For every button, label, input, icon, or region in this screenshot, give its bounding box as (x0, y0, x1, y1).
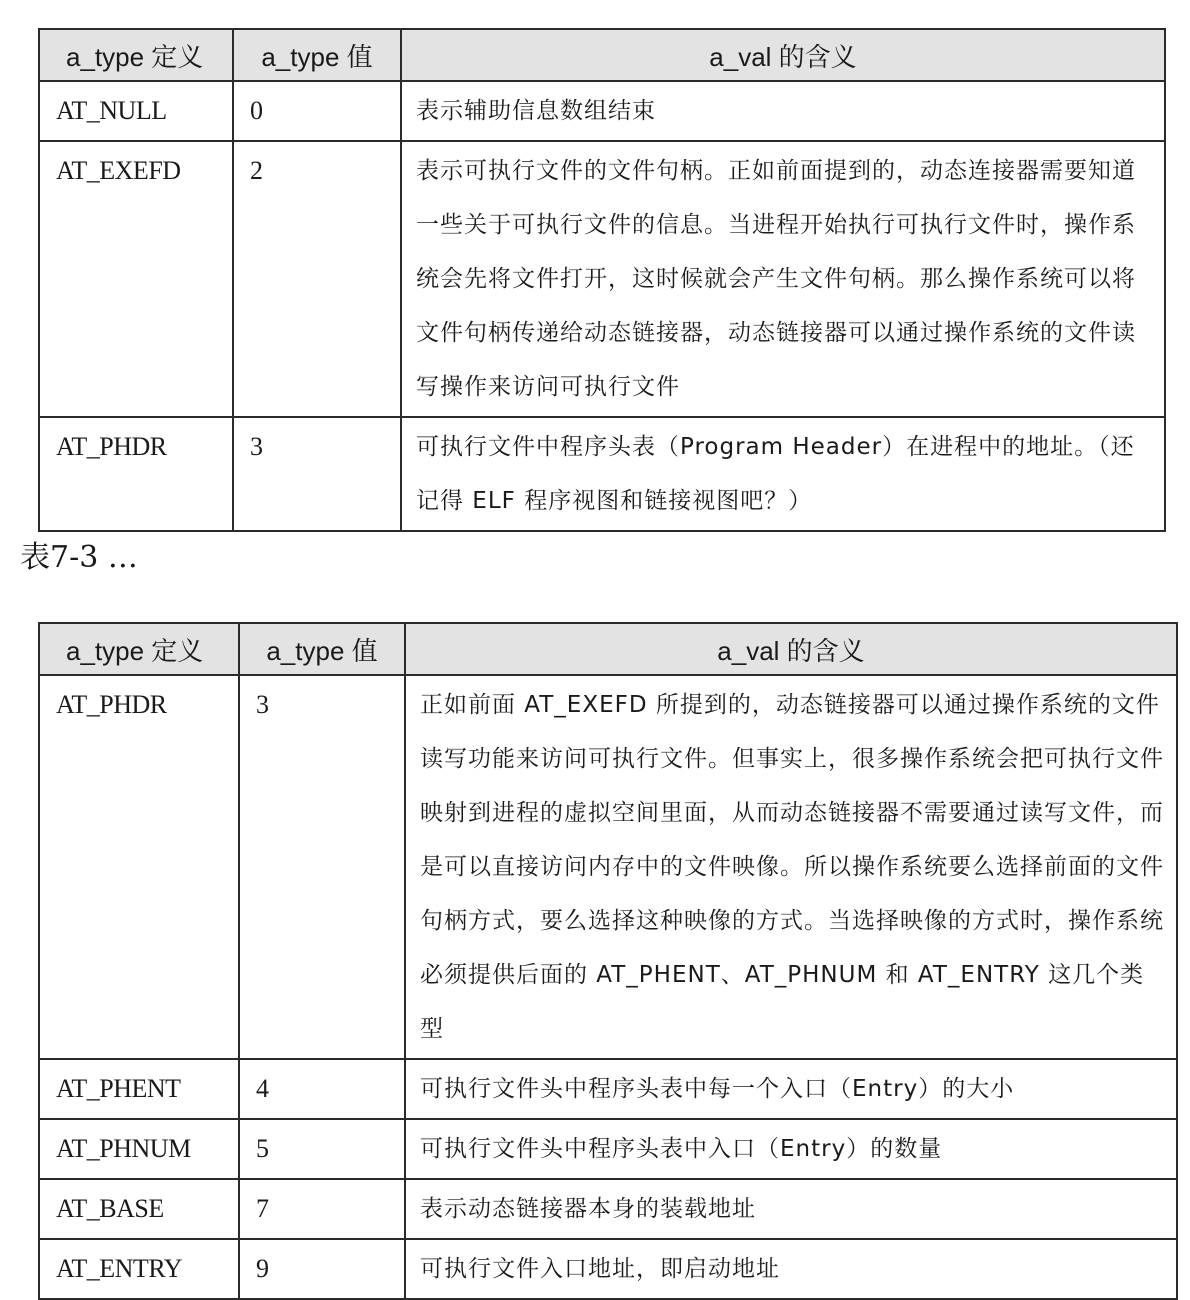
type-description: 可执行文件头中程序头表中入口（Entry）的数量 (405, 1119, 1177, 1179)
header-val-meaning: a_val 的含义 (401, 29, 1165, 81)
auxv-table-1 (38, 28, 1166, 532)
type-value: 9 (239, 1239, 405, 1299)
type-description: 可执行文件中程序头表（Program Header）在进程中的地址。（还记得 ELF 程序视图和链接视图吧？） (401, 417, 1165, 531)
type-value: 2 (233, 141, 401, 417)
table-row (39, 1179, 1177, 1239)
type-value: 7 (239, 1179, 405, 1239)
type-value: 5 (239, 1119, 405, 1179)
type-name: AT_PHENT (39, 1059, 239, 1119)
type-name: AT_EXEFD (39, 141, 233, 417)
table-row (39, 81, 1165, 141)
table-row (39, 141, 1165, 417)
type-name: AT_ENTRY (39, 1239, 239, 1299)
type-name: AT_BASE (39, 1179, 239, 1239)
type-value: 4 (239, 1059, 405, 1119)
type-name: AT_PHDR (39, 417, 233, 531)
table-row (39, 1119, 1177, 1179)
header-type-value: a_type 值 (239, 623, 405, 675)
table-header-row (39, 29, 1165, 81)
type-description: 可执行文件头中程序头表中每一个入口（Entry）的大小 (405, 1059, 1177, 1119)
table-header-row (39, 623, 1177, 675)
header-type-value: a_type 值 (233, 29, 401, 81)
table-row (39, 417, 1165, 531)
table-row (39, 1239, 1177, 1299)
table-row (39, 675, 1177, 1059)
type-value: 3 (239, 675, 405, 1059)
type-description: 可执行文件入口地址，即启动地址 (405, 1239, 1177, 1299)
type-name: AT_PHDR (39, 675, 239, 1059)
header-val-meaning: a_val 的含义 (405, 623, 1177, 675)
table-caption: 表7-3 … (20, 540, 138, 575)
type-value: 0 (233, 81, 401, 141)
table-row (39, 1059, 1177, 1119)
auxv-table-2 (38, 622, 1178, 1300)
type-name: AT_PHNUM (39, 1119, 239, 1179)
type-name: AT_NULL (39, 81, 233, 141)
type-description: 表示动态链接器本身的装载地址 (405, 1179, 1177, 1239)
type-description: 表示辅助信息数组结束 (401, 81, 1165, 141)
header-type-def: a_type 定义 (39, 29, 233, 81)
type-value: 3 (233, 417, 401, 531)
header-type-def: a_type 定义 (39, 623, 239, 675)
type-description: 表示可执行文件的文件句柄。正如前面提到的，动态连接器需要知道一些关于可执行文件的信息。当进程开始执行可执行文件时，操作系统会先将文件打开，这时候就会产生文件句柄。那么操作系统可以将文件句柄传递给动态链接器，动态链接器可以通过操作系统的文件读写操作来访问可执行文件 (401, 141, 1165, 417)
type-description: 正如前面 AT_EXEFD 所提到的，动态链接器可以通过操作系统的文件读写功能来访问可执行文件。但事实上，很多操作系统会把可执行文件映射到进程的虚拟空间里面，从而动态链接器不需要通过读写文件，而是可以直接访问内存中的文件映像。所以操作系统要么选择前面的文件句柄方式，要么选择这种映像的方式。当选择映像的方式时，操作系统必须提供后面的 AT_PHENT、AT_PHNUM 和 AT_ENTRY 这几个类型 (405, 675, 1177, 1059)
